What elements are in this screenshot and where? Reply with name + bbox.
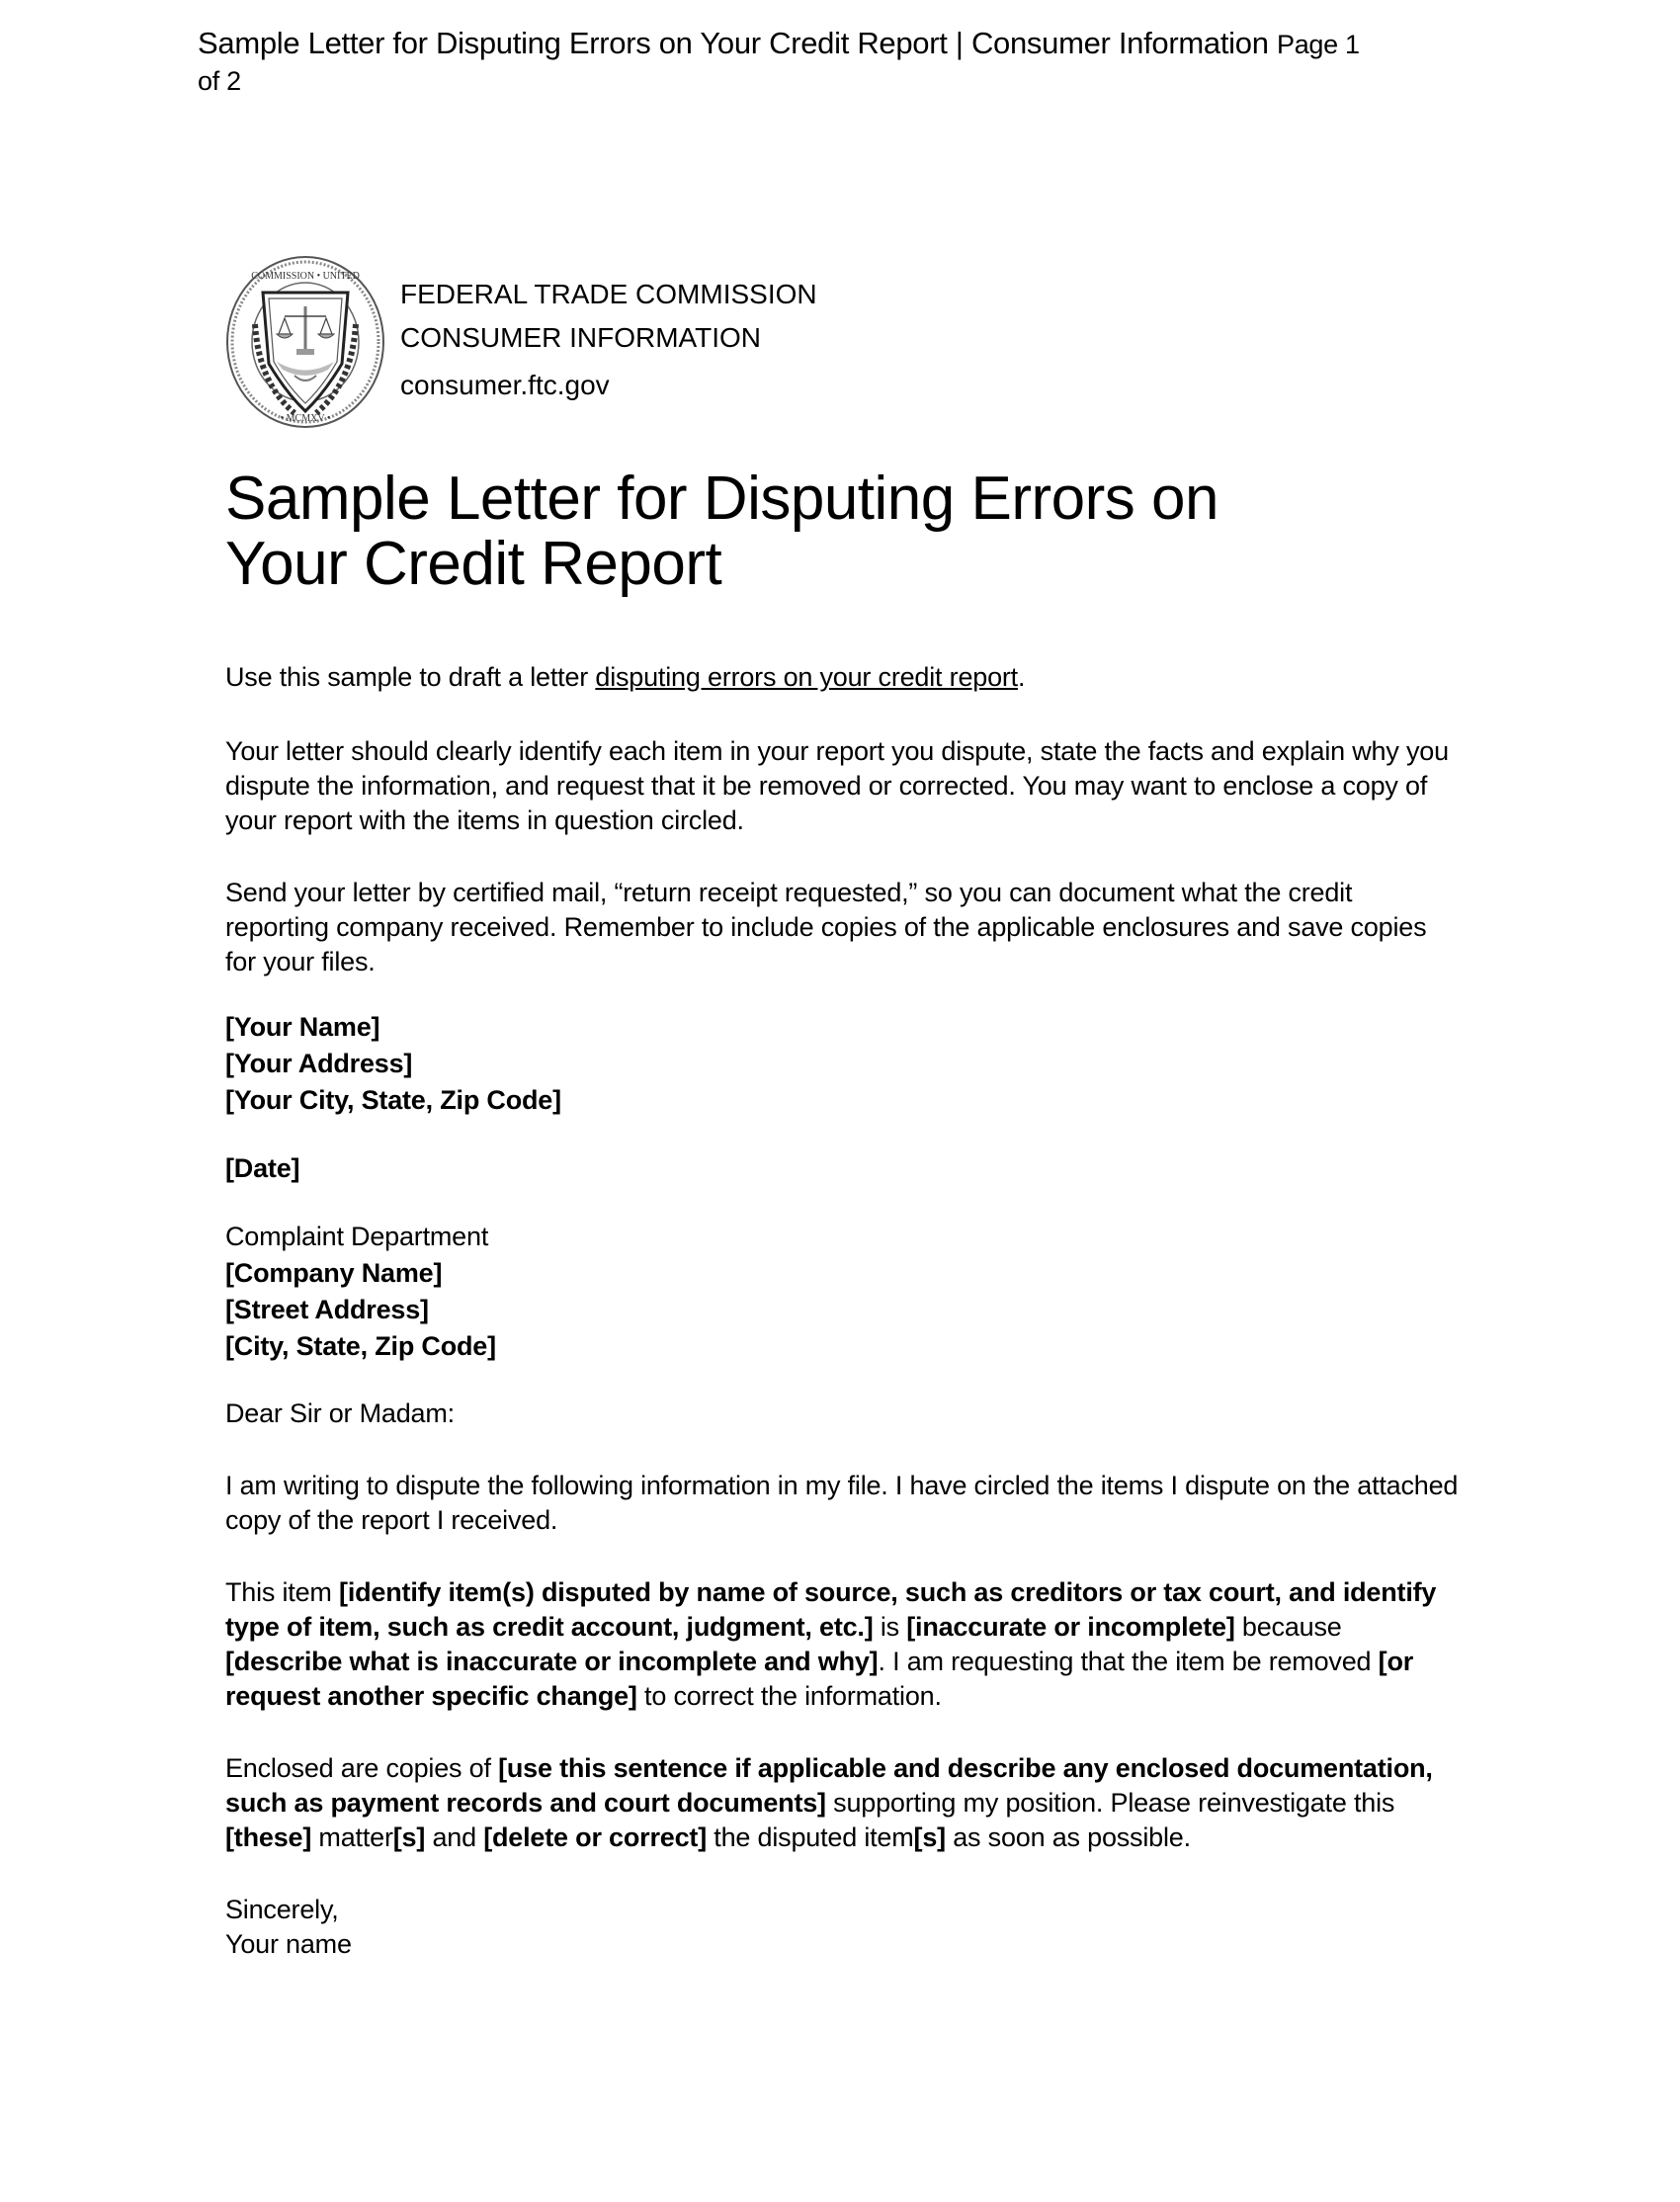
body-text: is [873,1612,907,1642]
sender-street: [Your Address] [225,1049,413,1078]
page-title [225,466,1411,597]
running-header [198,26,1482,99]
recipient-company: [Company Name] [225,1258,443,1288]
letter-date: [Date] [225,1153,300,1183]
recipient-address [225,1219,1461,1365]
closing-block [225,1893,1461,1962]
ftc-seal-icon [225,255,385,429]
recipient-department: Complaint Department [225,1222,489,1251]
sender-city: [Your City, State, Zip Code] [225,1085,561,1115]
intro-paragraph [225,660,1461,695]
placeholder-text: [use this sentence if applicable and describe any enclosed documentation, such as payment records and court documents] [225,1753,1433,1818]
title-line-1: Sample Letter for Disputing Errors on [225,465,1218,533]
signature: Your name [225,1929,352,1959]
placeholder-text: [describe what is inaccurate or incomplete and why] [225,1647,879,1676]
salutation: Dear Sir or Madam: [225,1398,455,1428]
body-text: because [1234,1612,1342,1642]
page-number: Page 1 [1276,30,1360,59]
body-paragraph-1: I am writing to dispute the following information in my file. I have circled the items I dispute on the attached copy of the report I received. [225,1471,1459,1535]
body-text: matter [311,1822,393,1852]
document-body [225,660,1461,1962]
agency-block [400,273,817,407]
placeholder-text: [s] [392,1822,426,1852]
date-block [225,1150,1461,1187]
recipient-city: [City, State, Zip Code] [225,1331,496,1361]
body-text: the disputed item [707,1822,914,1852]
body-text: as soon as possible. [945,1822,1191,1852]
svg-text:• MCMXV •: • MCMXV • [280,413,331,424]
placeholder-text: [inaccurate or incomplete] [906,1612,1235,1642]
body-text: and [425,1822,484,1852]
placeholder-text: [delete or correct] [483,1822,707,1852]
placeholder-text: [these] [225,1822,312,1852]
body-text: to correct the information. [636,1681,942,1711]
agency-division: CONSUMER INFORMATION [400,322,762,353]
body-paragraph-3 [225,1751,1461,1855]
header-title: Sample Letter for Disputing Errors on Your Credit Report | Consumer Information [198,26,1269,60]
identify-paragraph: Your letter should clearly identify each item in your report you dispute, state the facts and explain why you dispute the information, and request that it be removed or corrected. You may want to enclose a copy of your report with the items in question circled. [225,736,1449,835]
agency-name: FEDERAL TRADE COMMISSION [400,279,817,309]
page-total: of 2 [198,66,241,96]
placeholder-text: [s] [913,1822,946,1852]
body-text: supporting my position. Please reinvestigate this [825,1788,1395,1818]
svg-text:COMMISSION • UNITED: COMMISSION • UNITED [251,271,360,282]
body-text: Enclosed are copies of [225,1753,499,1783]
agency-url: consumer.ftc.gov [400,370,610,400]
intro-suffix: . [1017,662,1026,692]
intro-text: Use this sample to draft a letter [225,662,596,692]
body-paragraph-2 [225,1575,1461,1714]
body-text: This item [225,1577,340,1607]
closing: Sincerely, [225,1895,339,1924]
sender-address [225,1009,1461,1119]
title-line-2: Your Credit Report [225,530,722,598]
body-text: . I am requesting that the item be removed [878,1647,1379,1676]
placeholder-text: [identify item(s) disputed by name of source, such as creditors or tax court, and identify type of item, such as credit account, judgment, etc.] [225,1577,1437,1642]
placeholder-text: [or request another specific change] [225,1647,1414,1711]
sender-name: [Your Name] [225,1012,380,1042]
recipient-street: [Street Address] [225,1295,429,1324]
send-paragraph: Send your letter by certified mail, “return receipt requested,” so you can document what the credit reporting company received. Remember to include copies of the applicable enclosures and save copies for your files. [225,878,1427,976]
disputing-errors-link[interactable]: disputing errors on your credit report [595,662,1018,692]
